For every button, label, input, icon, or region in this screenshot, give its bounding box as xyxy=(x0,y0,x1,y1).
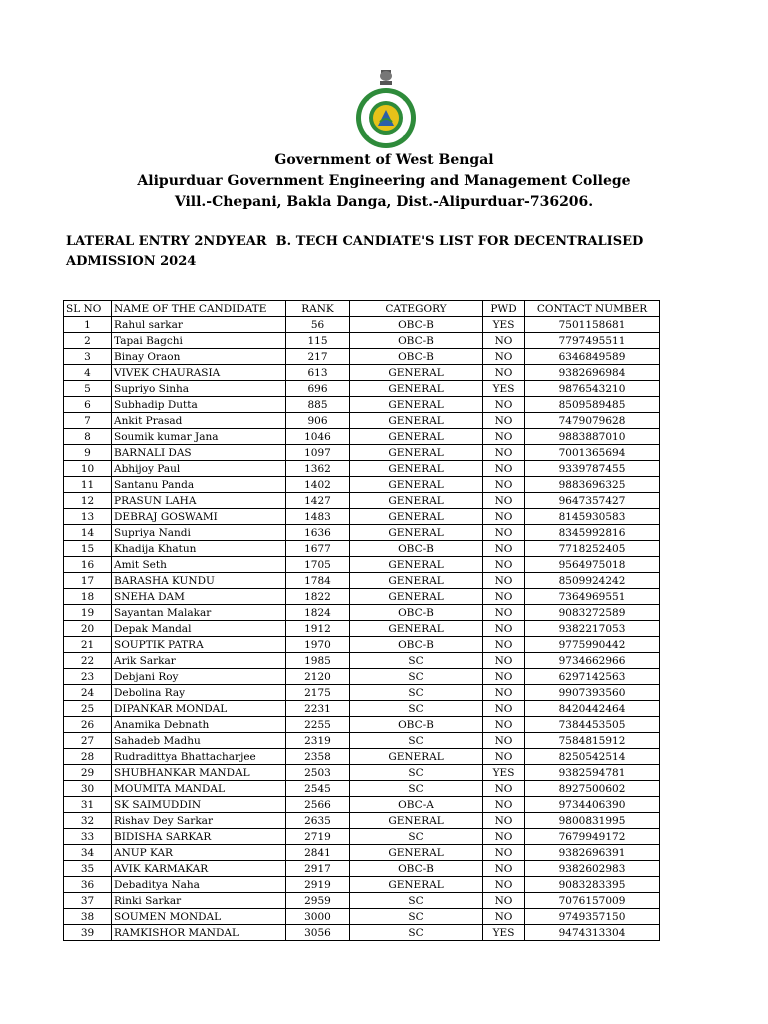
cell-contact: 7384453505 xyxy=(525,717,660,733)
cell-sl-no: 1 xyxy=(64,317,112,333)
college-address: Vill.-Chepani, Bakla Danga, Dist.-Alipurduar-736206. xyxy=(174,194,594,210)
cell-pwd: NO xyxy=(483,589,525,605)
cell-sl-no: 22 xyxy=(64,653,112,669)
cell-name: SNEHA DAM xyxy=(112,589,286,605)
cell-category: GENERAL xyxy=(350,557,483,573)
cell-category: SC xyxy=(350,781,483,797)
table-row xyxy=(64,733,660,749)
table-row xyxy=(64,701,660,717)
cell-category: OBC-B xyxy=(350,317,483,333)
cell-name: SHUBHANKAR MANDAL xyxy=(112,765,286,781)
cell-contact: 8250542514 xyxy=(525,749,660,765)
cell-sl-no: 35 xyxy=(64,861,112,877)
cell-contact: 9800831995 xyxy=(525,813,660,829)
cell-rank: 1824 xyxy=(286,605,350,621)
cell-name: Santanu Panda xyxy=(112,477,286,493)
cell-pwd: NO xyxy=(483,861,525,877)
table-row xyxy=(64,797,660,813)
cell-pwd: NO xyxy=(483,909,525,925)
cell-pwd: NO xyxy=(483,605,525,621)
cell-pwd: NO xyxy=(483,877,525,893)
cell-name: DEBRAJ GOSWAMI xyxy=(112,509,286,525)
cell-name: MOUMITA MANDAL xyxy=(112,781,286,797)
table-row xyxy=(64,717,660,733)
cell-contact: 7076157009 xyxy=(525,893,660,909)
cell-contact: 7679949172 xyxy=(525,829,660,845)
cell-category: GENERAL xyxy=(350,381,483,397)
cell-category: GENERAL xyxy=(350,461,483,477)
cell-name: Khadija Khatun xyxy=(112,541,286,557)
cell-sl-no: 20 xyxy=(64,621,112,637)
cell-name: DIPANKAR MONDAL xyxy=(112,701,286,717)
table-row xyxy=(64,749,660,765)
cell-sl-no: 5 xyxy=(64,381,112,397)
cell-contact: 7584815912 xyxy=(525,733,660,749)
table-row xyxy=(64,349,660,365)
cell-contact: 6346849589 xyxy=(525,349,660,365)
cell-sl-no: 32 xyxy=(64,813,112,829)
cell-contact: 8345992816 xyxy=(525,525,660,541)
cell-rank: 1427 xyxy=(286,493,350,509)
cell-name: Subhadip Dutta xyxy=(112,397,286,413)
cell-pwd: YES xyxy=(483,381,525,397)
cell-contact: 7718252405 xyxy=(525,541,660,557)
table-row xyxy=(64,557,660,573)
cell-sl-no: 4 xyxy=(64,365,112,381)
cell-rank: 56 xyxy=(286,317,350,333)
cell-category: OBC-A xyxy=(350,797,483,813)
cell-contact: 9339787455 xyxy=(525,461,660,477)
cell-contact: 9382696391 xyxy=(525,845,660,861)
cell-name: Arik Sarkar xyxy=(112,653,286,669)
cell-pwd: NO xyxy=(483,413,525,429)
cell-sl-no: 3 xyxy=(64,349,112,365)
cell-pwd: NO xyxy=(483,653,525,669)
cell-name: Anamika Debnath xyxy=(112,717,286,733)
cell-name: SOUMEN MONDAL xyxy=(112,909,286,925)
cell-rank: 217 xyxy=(286,349,350,365)
cell-rank: 1483 xyxy=(286,509,350,525)
cell-pwd: NO xyxy=(483,509,525,525)
cell-name: Soumik kumar Jana xyxy=(112,429,286,445)
cell-pwd: NO xyxy=(483,493,525,509)
cell-sl-no: 18 xyxy=(64,589,112,605)
cell-rank: 2255 xyxy=(286,717,350,733)
list-title-line2: ADMISSION 2024 xyxy=(66,254,197,269)
cell-sl-no: 14 xyxy=(64,525,112,541)
cell-contact: 9734662966 xyxy=(525,653,660,669)
cell-sl-no: 8 xyxy=(64,429,112,445)
cell-pwd: NO xyxy=(483,733,525,749)
cell-sl-no: 21 xyxy=(64,637,112,653)
west-bengal-seal-icon xyxy=(350,66,422,152)
table-row xyxy=(64,653,660,669)
cell-rank: 2917 xyxy=(286,861,350,877)
cell-sl-no: 9 xyxy=(64,445,112,461)
cell-pwd: NO xyxy=(483,429,525,445)
cell-category: SC xyxy=(350,925,483,941)
cell-rank: 2545 xyxy=(286,781,350,797)
cell-contact: 9775990442 xyxy=(525,637,660,653)
cell-contact: 9734406390 xyxy=(525,797,660,813)
cell-rank: 2358 xyxy=(286,749,350,765)
cell-pwd: NO xyxy=(483,893,525,909)
cell-contact: 9564975018 xyxy=(525,557,660,573)
cell-category: GENERAL xyxy=(350,413,483,429)
cell-name: Ankit Prasad xyxy=(112,413,286,429)
cell-contact: 9647357427 xyxy=(525,493,660,509)
state-emblem-icon xyxy=(380,70,392,85)
cell-sl-no: 11 xyxy=(64,477,112,493)
table-row xyxy=(64,925,660,941)
cell-name: SK SAIMUDDIN xyxy=(112,797,286,813)
cell-sl-no: 12 xyxy=(64,493,112,509)
cell-sl-no: 23 xyxy=(64,669,112,685)
table-row xyxy=(64,573,660,589)
table-row xyxy=(64,365,660,381)
cell-name: Debjani Roy xyxy=(112,669,286,685)
cell-pwd: NO xyxy=(483,749,525,765)
cell-category: GENERAL xyxy=(350,845,483,861)
college-name: Alipurduar Government Engineering and Management College xyxy=(137,173,631,189)
cell-category: SC xyxy=(350,685,483,701)
col-sl-no: SL NO xyxy=(64,301,112,317)
cell-pwd: NO xyxy=(483,477,525,493)
cell-contact: 8420442464 xyxy=(525,701,660,717)
cell-pwd: NO xyxy=(483,717,525,733)
list-title-line1: LATERAL ENTRY 2NDYEAR B. TECH CANDIATE'S LIST FOR DECENTRALISED xyxy=(66,234,644,249)
cell-category: SC xyxy=(350,653,483,669)
cell-contact: 8927500602 xyxy=(525,781,660,797)
table-row xyxy=(64,525,660,541)
cell-sl-no: 24 xyxy=(64,685,112,701)
cell-rank: 696 xyxy=(286,381,350,397)
cell-sl-no: 7 xyxy=(64,413,112,429)
cell-sl-no: 15 xyxy=(64,541,112,557)
table-row xyxy=(64,829,660,845)
cell-contact: 9083283395 xyxy=(525,877,660,893)
cell-name: SOUPTIK PATRA xyxy=(112,637,286,653)
cell-name: VIVEK CHAURASIA xyxy=(112,365,286,381)
cell-name: Sahadeb Madhu xyxy=(112,733,286,749)
cell-sl-no: 39 xyxy=(64,925,112,941)
cell-sl-no: 29 xyxy=(64,765,112,781)
cell-rank: 2919 xyxy=(286,877,350,893)
cell-category: SC xyxy=(350,893,483,909)
table-row xyxy=(64,541,660,557)
table-row xyxy=(64,765,660,781)
cell-name: Rinki Sarkar xyxy=(112,893,286,909)
cell-category: GENERAL xyxy=(350,877,483,893)
cell-rank: 885 xyxy=(286,397,350,413)
cell-contact: 9382602983 xyxy=(525,861,660,877)
table-row xyxy=(64,877,660,893)
col-category: CATEGORY xyxy=(350,301,483,317)
col-pwd: PWD xyxy=(483,301,525,317)
cell-rank: 2319 xyxy=(286,733,350,749)
cell-name: BIDISHA SARKAR xyxy=(112,829,286,845)
col-name: NAME OF THE CANDIDATE xyxy=(112,301,286,317)
cell-rank: 1402 xyxy=(286,477,350,493)
table-header-row xyxy=(64,301,660,317)
cell-rank: 2231 xyxy=(286,701,350,717)
cell-contact: 8145930583 xyxy=(525,509,660,525)
cell-category: OBC-B xyxy=(350,333,483,349)
cell-contact: 8509589485 xyxy=(525,397,660,413)
cell-contact: 7001365694 xyxy=(525,445,660,461)
cell-pwd: NO xyxy=(483,781,525,797)
cell-sl-no: 36 xyxy=(64,877,112,893)
cell-category: OBC-B xyxy=(350,605,483,621)
table-row xyxy=(64,493,660,509)
cell-pwd: NO xyxy=(483,333,525,349)
cell-pwd: YES xyxy=(483,925,525,941)
table-row xyxy=(64,509,660,525)
cell-category: GENERAL xyxy=(350,397,483,413)
cell-category: SC xyxy=(350,829,483,845)
cell-name: RAMKISHOR MANDAL xyxy=(112,925,286,941)
cell-category: OBC-B xyxy=(350,349,483,365)
col-contact: CONTACT NUMBER xyxy=(525,301,660,317)
cell-rank: 1985 xyxy=(286,653,350,669)
cell-name: AVIK KARMAKAR xyxy=(112,861,286,877)
table-row xyxy=(64,413,660,429)
table-row xyxy=(64,861,660,877)
cell-sl-no: 38 xyxy=(64,909,112,925)
cell-rank: 2719 xyxy=(286,829,350,845)
cell-rank: 1912 xyxy=(286,621,350,637)
list-title xyxy=(66,232,686,272)
col-rank: RANK xyxy=(286,301,350,317)
cell-category: GENERAL xyxy=(350,621,483,637)
cell-name: Rudradittya Bhattacharjee xyxy=(112,749,286,765)
cell-contact: 9382217053 xyxy=(525,621,660,637)
table-row xyxy=(64,813,660,829)
cell-rank: 2841 xyxy=(286,845,350,861)
cell-name: Depak Mandal xyxy=(112,621,286,637)
cell-contact: 9907393560 xyxy=(525,685,660,701)
cell-name: PRASUN LAHA xyxy=(112,493,286,509)
table-row xyxy=(64,893,660,909)
cell-category: GENERAL xyxy=(350,445,483,461)
table-row xyxy=(64,461,660,477)
cell-contact: 6297142563 xyxy=(525,669,660,685)
cell-pwd: NO xyxy=(483,621,525,637)
cell-name: Supriya Nandi xyxy=(112,525,286,541)
cell-sl-no: 17 xyxy=(64,573,112,589)
cell-pwd: NO xyxy=(483,573,525,589)
cell-rank: 1705 xyxy=(286,557,350,573)
cell-category: SC xyxy=(350,669,483,685)
cell-sl-no: 31 xyxy=(64,797,112,813)
cell-sl-no: 2 xyxy=(64,333,112,349)
cell-rank: 3000 xyxy=(286,909,350,925)
cell-rank: 1097 xyxy=(286,445,350,461)
cell-rank: 1046 xyxy=(286,429,350,445)
cell-pwd: NO xyxy=(483,461,525,477)
cell-category: GENERAL xyxy=(350,813,483,829)
cell-pwd: NO xyxy=(483,397,525,413)
table-row xyxy=(64,445,660,461)
cell-pwd: NO xyxy=(483,541,525,557)
cell-contact: 8509924242 xyxy=(525,573,660,589)
cell-contact: 9883887010 xyxy=(525,429,660,445)
cell-pwd: NO xyxy=(483,829,525,845)
cell-category: GENERAL xyxy=(350,493,483,509)
cell-rank: 115 xyxy=(286,333,350,349)
cell-category: SC xyxy=(350,733,483,749)
cell-name: BARASHA KUNDU xyxy=(112,573,286,589)
cell-rank: 1970 xyxy=(286,637,350,653)
cell-category: OBC-B xyxy=(350,861,483,877)
cell-name: Debaditya Naha xyxy=(112,877,286,893)
cell-rank: 906 xyxy=(286,413,350,429)
cell-rank: 1636 xyxy=(286,525,350,541)
table-row xyxy=(64,429,660,445)
cell-rank: 2503 xyxy=(286,765,350,781)
cell-category: GENERAL xyxy=(350,429,483,445)
cell-pwd: NO xyxy=(483,845,525,861)
cell-rank: 1362 xyxy=(286,461,350,477)
cell-category: GENERAL xyxy=(350,589,483,605)
cell-name: Binay Oraon xyxy=(112,349,286,365)
table-row xyxy=(64,685,660,701)
table-row xyxy=(64,477,660,493)
cell-category: OBC-B xyxy=(350,541,483,557)
cell-sl-no: 13 xyxy=(64,509,112,525)
cell-pwd: YES xyxy=(483,317,525,333)
cell-rank: 613 xyxy=(286,365,350,381)
cell-name: Tapai Bagchi xyxy=(112,333,286,349)
cell-pwd: NO xyxy=(483,669,525,685)
cell-name: Sayantan Malakar xyxy=(112,605,286,621)
cell-rank: 1822 xyxy=(286,589,350,605)
cell-rank: 2175 xyxy=(286,685,350,701)
cell-sl-no: 19 xyxy=(64,605,112,621)
cell-contact: 7501158681 xyxy=(525,317,660,333)
cell-pwd: NO xyxy=(483,557,525,573)
cell-category: SC xyxy=(350,765,483,781)
cell-name: Debolina Ray xyxy=(112,685,286,701)
table-row xyxy=(64,605,660,621)
cell-name: Rishav Dey Sarkar xyxy=(112,813,286,829)
cell-category: OBC-B xyxy=(350,717,483,733)
cell-pwd: NO xyxy=(483,349,525,365)
cell-rank: 1677 xyxy=(286,541,350,557)
cell-rank: 1784 xyxy=(286,573,350,589)
cell-category: GENERAL xyxy=(350,525,483,541)
cell-sl-no: 6 xyxy=(64,397,112,413)
cell-pwd: NO xyxy=(483,701,525,717)
cell-sl-no: 27 xyxy=(64,733,112,749)
cell-pwd: NO xyxy=(483,797,525,813)
cell-contact: 9083272589 xyxy=(525,605,660,621)
cell-contact: 7797495511 xyxy=(525,333,660,349)
cell-rank: 2120 xyxy=(286,669,350,685)
cell-name: Supriyo Sinha xyxy=(112,381,286,397)
cell-category: OBC-B xyxy=(350,637,483,653)
cell-pwd: NO xyxy=(483,685,525,701)
cell-name: BARNALI DAS xyxy=(112,445,286,461)
cell-contact: 9474313304 xyxy=(525,925,660,941)
table-row xyxy=(64,909,660,925)
cell-pwd: NO xyxy=(483,445,525,461)
table-row xyxy=(64,381,660,397)
cell-category: SC xyxy=(350,909,483,925)
table-row xyxy=(64,781,660,797)
cell-category: GENERAL xyxy=(350,749,483,765)
table-row xyxy=(64,589,660,605)
table-row xyxy=(64,317,660,333)
cell-pwd: NO xyxy=(483,813,525,829)
cell-category: GENERAL xyxy=(350,573,483,589)
cell-category: GENERAL xyxy=(350,477,483,493)
cell-contact: 9382696984 xyxy=(525,365,660,381)
cell-name: Abhijoy Paul xyxy=(112,461,286,477)
table-row xyxy=(64,333,660,349)
cell-contact: 9883696325 xyxy=(525,477,660,493)
cell-name: Rahul sarkar xyxy=(112,317,286,333)
cell-sl-no: 26 xyxy=(64,717,112,733)
cell-sl-no: 30 xyxy=(64,781,112,797)
cell-pwd: NO xyxy=(483,525,525,541)
cell-sl-no: 34 xyxy=(64,845,112,861)
cell-rank: 2959 xyxy=(286,893,350,909)
cell-contact: 9749357150 xyxy=(525,909,660,925)
cell-contact: 9876543210 xyxy=(525,381,660,397)
table-row xyxy=(64,621,660,637)
candidate-table xyxy=(63,300,660,941)
cell-rank: 3056 xyxy=(286,925,350,941)
cell-sl-no: 16 xyxy=(64,557,112,573)
cell-contact: 9382594781 xyxy=(525,765,660,781)
cell-pwd: YES xyxy=(483,765,525,781)
cell-sl-no: 10 xyxy=(64,461,112,477)
cell-category: SC xyxy=(350,701,483,717)
cell-contact: 7364969551 xyxy=(525,589,660,605)
cell-rank: 2566 xyxy=(286,797,350,813)
cell-pwd: NO xyxy=(483,637,525,653)
cell-sl-no: 25 xyxy=(64,701,112,717)
cell-category: GENERAL xyxy=(350,509,483,525)
cell-pwd: NO xyxy=(483,365,525,381)
cell-category: GENERAL xyxy=(350,365,483,381)
cell-contact: 7479079628 xyxy=(525,413,660,429)
cell-sl-no: 28 xyxy=(64,749,112,765)
table-row xyxy=(64,397,660,413)
table-row xyxy=(64,669,660,685)
table-row xyxy=(64,845,660,861)
cell-sl-no: 37 xyxy=(64,893,112,909)
cell-rank: 2635 xyxy=(286,813,350,829)
cell-sl-no: 33 xyxy=(64,829,112,845)
cell-name: Amit Seth xyxy=(112,557,286,573)
table-row xyxy=(64,637,660,653)
cell-name: ANUP KAR xyxy=(112,845,286,861)
govt-title: Government of West Bengal xyxy=(274,152,494,168)
